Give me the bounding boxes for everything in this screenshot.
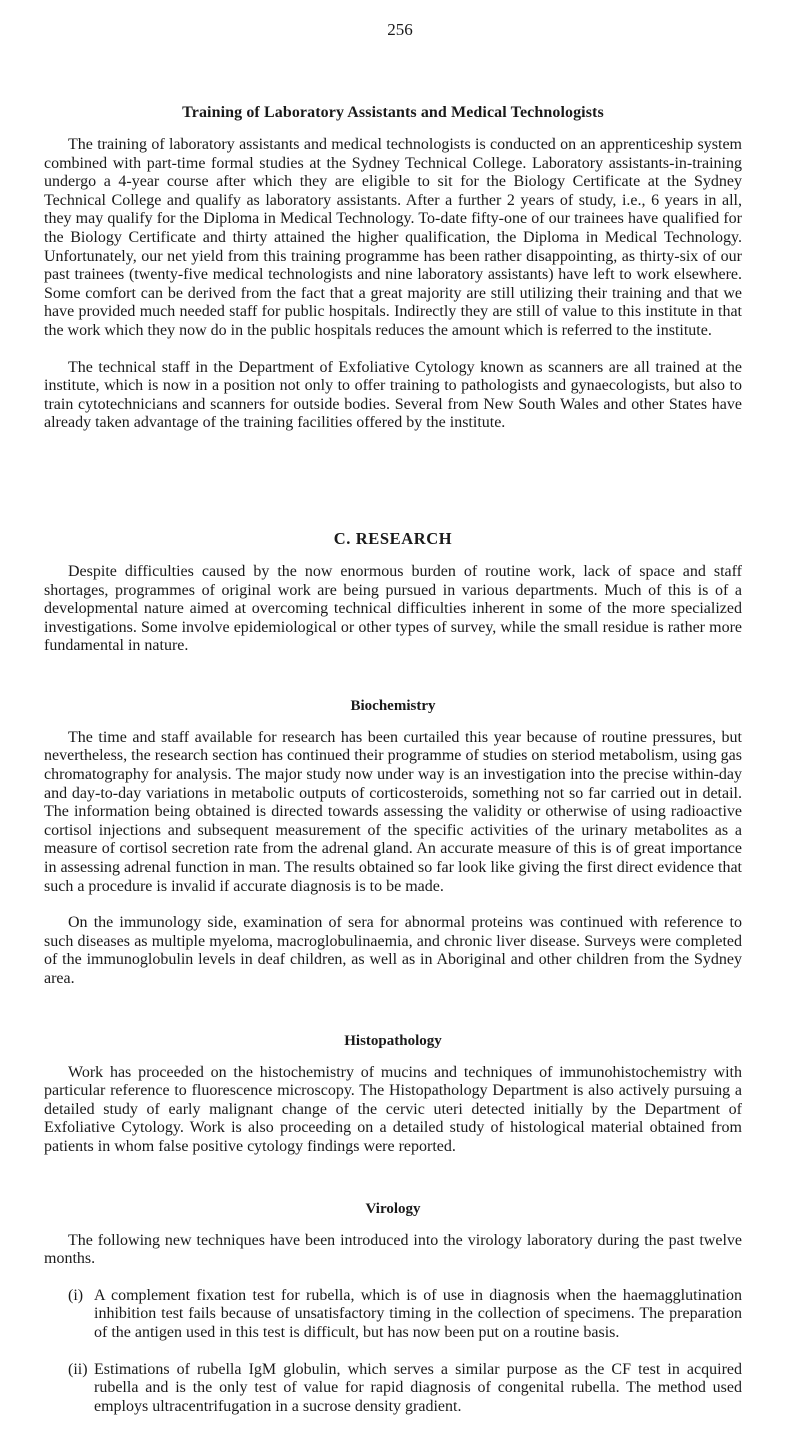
virology-technique-list	[44, 1287, 742, 1417]
list-item-text: Estimations of rubella IgM globulin, which serves a similar purpose as the CF test in acquired rubella and is the only test of value for rapid diagnosis of congenital rubella. The method used employs ultracentrifugation in a sucrose density gradient.	[94, 1360, 742, 1415]
histopathology-paragraph-1: Work has proceeded on the histochemistry of mucins and techniques of immunohistochemistry with particular reference to fluorescence microscopy. The Histopathology Department is also actively pursuing a detailed study of early malignant change of the cervic uteri detected initially by the Department of Exfoliative Cytology. Work is also proceeding on a detailed study of histological material obtained from patients in whom false positive cytology findings were reported.	[44, 1063, 742, 1155]
research-heading: C. RESEARCH	[333, 528, 453, 548]
biochemistry-paragraph-1: The time and staff available for research has been curtailed this year because of routine pressures, but nevertheless, the research section has continued their programme of studies on steriod metabolism, using gas chromatography for analysis. The major study now under way is an investigation into the precise within-day and day-to-day variations in metabolic outputs of corticosteroids, something not so far carried out in detail. The information being obtained is directed towards assessing the validity or otherwise of using radioactive cortisol injections and subsequent measurement of the specific activities of the urinary metabolites as a measure of cortisol secretion rate from the adrenal gland. An accurate measure of this is of great importance in assessing adrenal function in man. The results obtained so far look like giving the first direct evidence that such a procedure is invalid if accurate diagnosis is to be made.	[44, 728, 742, 895]
training-paragraph-1: The training of laboratory assistants and medical technologists is conducted on an apprenticeship system combined with part-time formal studies at the Sydney Technical College. Laboratory assistants-in-training undergo a 4-year course after which they are eligible to sit for the Biology Certificate at the Sydney Technical College and qualify as laboratory assistants. After a further 2 years of study, i.e., 6 years in all, they may qualify for the Diploma in Medical Technology. To-date fifty-one of our trainees have qualified for the Biology Certificate and thirty attained the higher qualification, the Diploma in Medical Technology. Unfortunately, our net yield from this training programme has been rather disappointing, as thirty-six of our past trainees (twenty-five medical technologists and nine laboratory assistants) have left to work elsewhere. Some comfort can be derived from the fact that a great majority are still utilizing their training and that we have provided much needed staff for public hospitals. Indirectly they are still of value to this institute in that the work which they now do in the public hospitals reduces the amount which is referred to the institute.	[44, 136, 742, 339]
virology-heading: Virology	[365, 1200, 421, 1217]
list-item-number: (i)	[68, 1286, 84, 1304]
training-paragraph-2: The technical staff in the Department of Exfoliative Cytology known as scanners are all trained at the institute, which is now in a position not only to offer training to pathologists and gynaecologists, but also to train cytotechnicians and scanners for outside bodies. Several from New South Wales and other States have already taken advantage of the training facilities offered by the institute.	[44, 358, 742, 432]
list-item-number: (ii)	[68, 1360, 88, 1378]
page-number: 256	[387, 20, 413, 39]
list-item	[68, 1287, 742, 1343]
biochemistry-paragraph-2: On the immunology side, examination of sera for abnormal proteins was continued with reference to such diseases as multiple myeloma, macroglobulinaemia, and chronic liver disease. Surveys were completed of the immunoglobulin levels in deaf children, as well as in Aboriginal and other children from the Sydney area.	[44, 914, 742, 987]
training-heading: Training of Laboratory Assistants and Medical Technologists	[182, 104, 604, 121]
virology-intro: The following new techniques have been introduced into the virology laboratory during the past twelve months.	[44, 1231, 742, 1268]
list-item-text: A complement fixation test for rubella, which is of use in diagnosis when the haemagglutination inhibition test fails because of unsatisfactory timing in the collection of specimens. The preparation of the antigen used in this test is difficult, but has now been put on a routine basis.	[94, 1286, 742, 1341]
list-item	[68, 1361, 742, 1417]
histopathology-heading: Histopathology	[344, 1032, 442, 1049]
page-content	[44, 104, 742, 1416]
biochemistry-heading: Biochemistry	[350, 697, 436, 714]
research-paragraph-1: Despite difficulties caused by the now enormous burden of routine work, lack of space and staff shortages, programmes of original work are being pursued in various departments. Much of this is of a developmental nature aimed at overcoming technical difficulties inherent in some of the more specialized investigations. Some involve epidemiological or other types of survey, while the small residue is rather more fundamental in nature.	[44, 562, 742, 655]
